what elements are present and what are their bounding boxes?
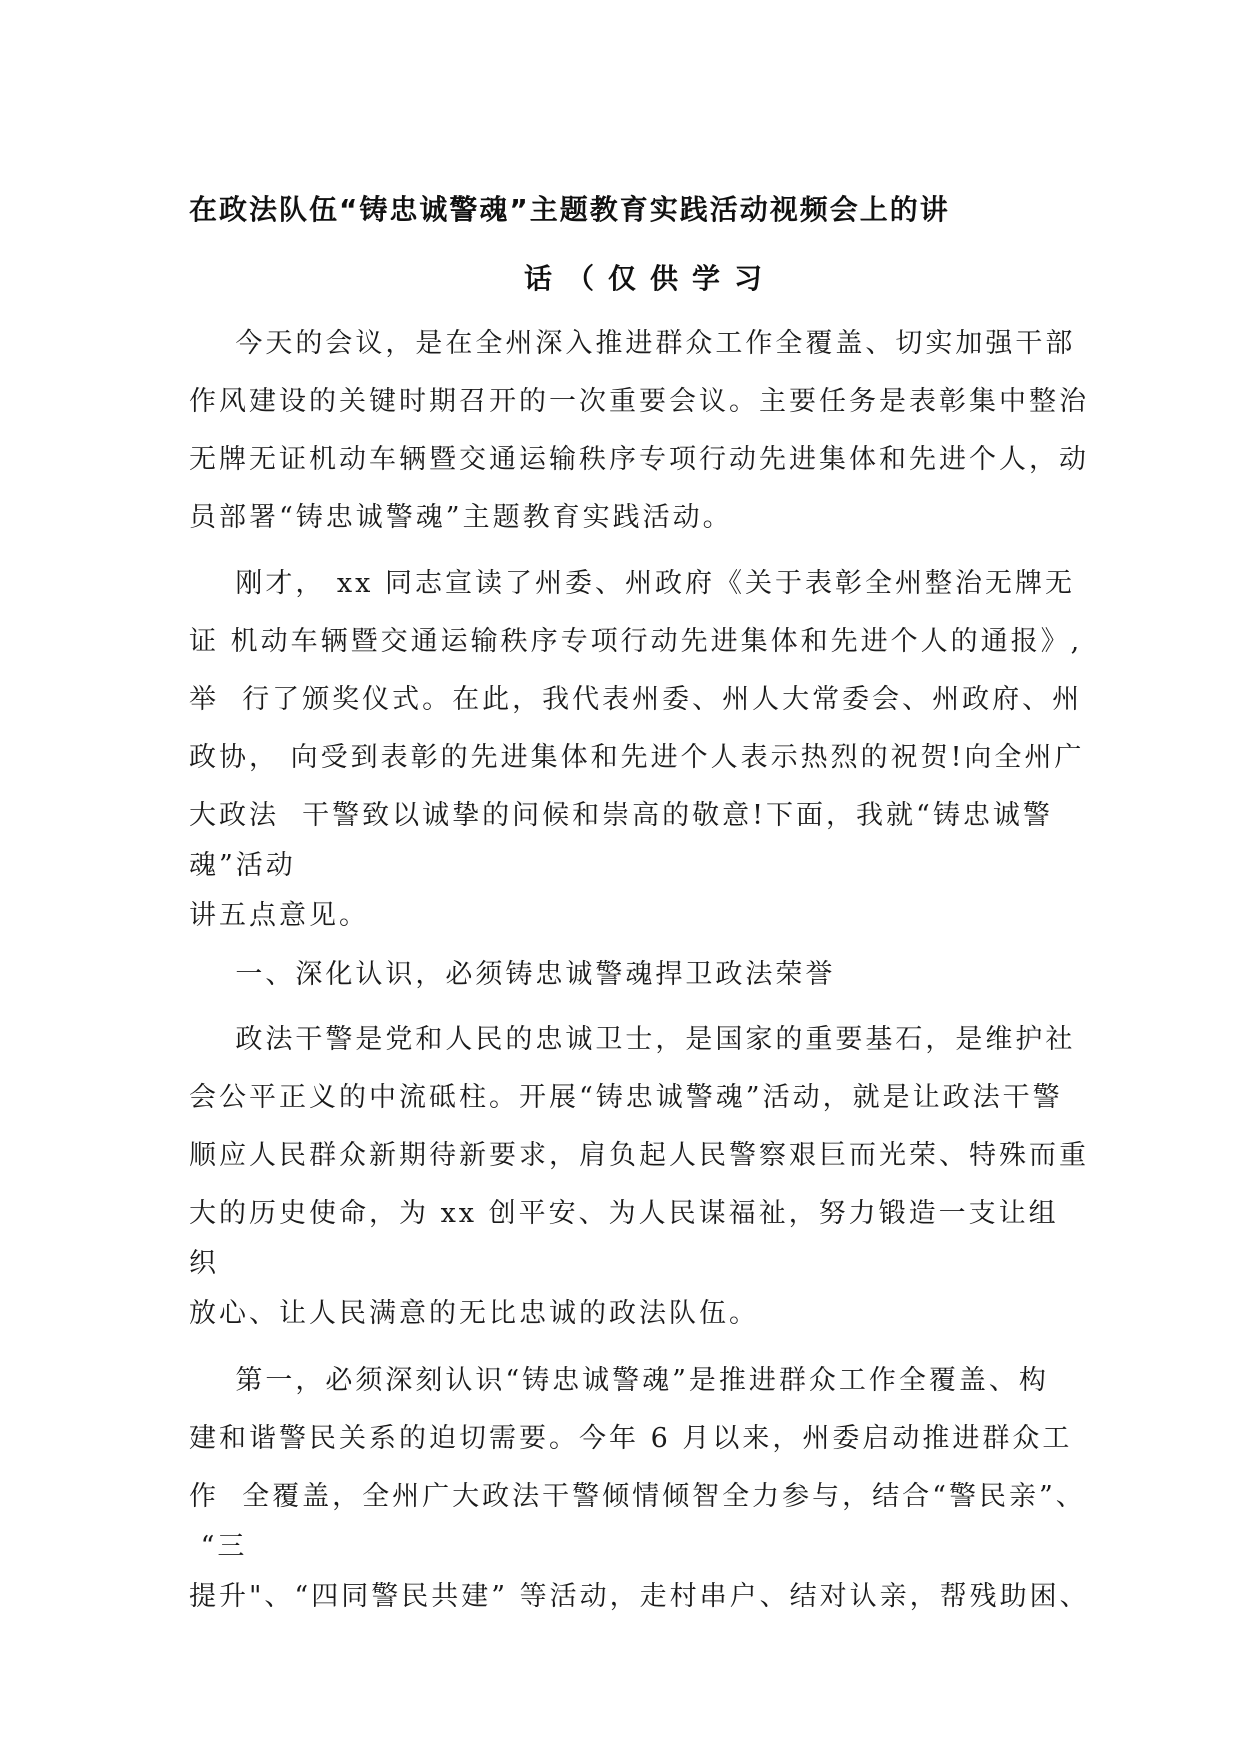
body-text-line: 魂”活动 xyxy=(189,850,296,881)
body-text-line: 讲五点意见。 xyxy=(189,900,369,931)
body-text-line: 会公平正义的中流砥柱。开展“铸忠诚警魂”活动，就是让政法干警 xyxy=(189,1082,1063,1113)
body-text-line: 员部署“铸忠诚警魂”主题教育实践活动。 xyxy=(189,502,733,533)
body-text-line: “三 xyxy=(189,1531,248,1562)
body-text-line: 举 行了颁奖仪式。在此，我代表州委、州人大常委会、州政府、州 xyxy=(189,684,1083,715)
document-title-line-2: 话（仅供学习 xyxy=(524,262,777,295)
body-text-line: 提升"、“四同警民共建” 等活动，走村串户、结对认亲，帮残助困、 xyxy=(189,1581,1090,1612)
body-text-line: 放心、让人民满意的无比忠诚的政法队伍。 xyxy=(189,1298,759,1329)
document-title-line-1: 在政法队伍“铸忠诚警魂”主题教育实践活动视频会上的讲 xyxy=(189,193,950,226)
body-text-line: 刚才， xx 同志宣读了州委、州政府《关于表彰全州整治无牌无 xyxy=(189,568,1075,599)
body-text-line: 大政法 干警致以诚挚的问候和崇高的敬意!下面，我就“铸忠诚警 xyxy=(189,800,1053,831)
body-text-line: 织 xyxy=(189,1248,219,1279)
body-text-line: 证 机动车辆暨交通运输秩序专项行动先进集体和先进个人的通报》, xyxy=(189,626,1083,657)
body-text-line: 政协， 向受到表彰的先进集体和先进个人表示热烈的祝贺!向全州广 xyxy=(189,742,1085,773)
body-text-line: 作风建设的关键时期召开的一次重要会议。主要任务是表彰集中整治 xyxy=(189,386,1089,417)
section-heading: 一、深化认识，必须铸忠诚警魂捍卫政法荣誉 xyxy=(189,959,836,990)
body-text-line: 建和谐警民关系的迫切需要。今年 6 月以来，州委启动推进群众工 xyxy=(189,1423,1073,1454)
body-text-line: 政法干警是党和人民的忠诚卫士，是国家的重要基石，是维护社 xyxy=(189,1024,1076,1055)
body-text-line: 无牌无证机动车辆暨交通运输秩序专项行动先进集体和先进个人，动 xyxy=(189,444,1089,475)
body-text-line: 顺应人民群众新期待新要求，肩负起人民警察艰巨而光荣、特殊而重 xyxy=(189,1140,1089,1171)
body-text-line: 作 全覆盖，全州广大政法干警倾情倾智全力参与，结合“警民亲”、 xyxy=(189,1481,1086,1512)
body-text-line: 大的历史使命，为 xx 创平安、为人民谋福祉，努力锻造一支让组 xyxy=(189,1198,1059,1229)
body-text-line: 第一，必须深刻认识“铸忠诚警魂”是推进群众工作全覆盖、构 xyxy=(189,1365,1049,1396)
body-text-line: 今天的会议，是在全州深入推进群众工作全覆盖、切实加强干部 xyxy=(189,328,1076,359)
